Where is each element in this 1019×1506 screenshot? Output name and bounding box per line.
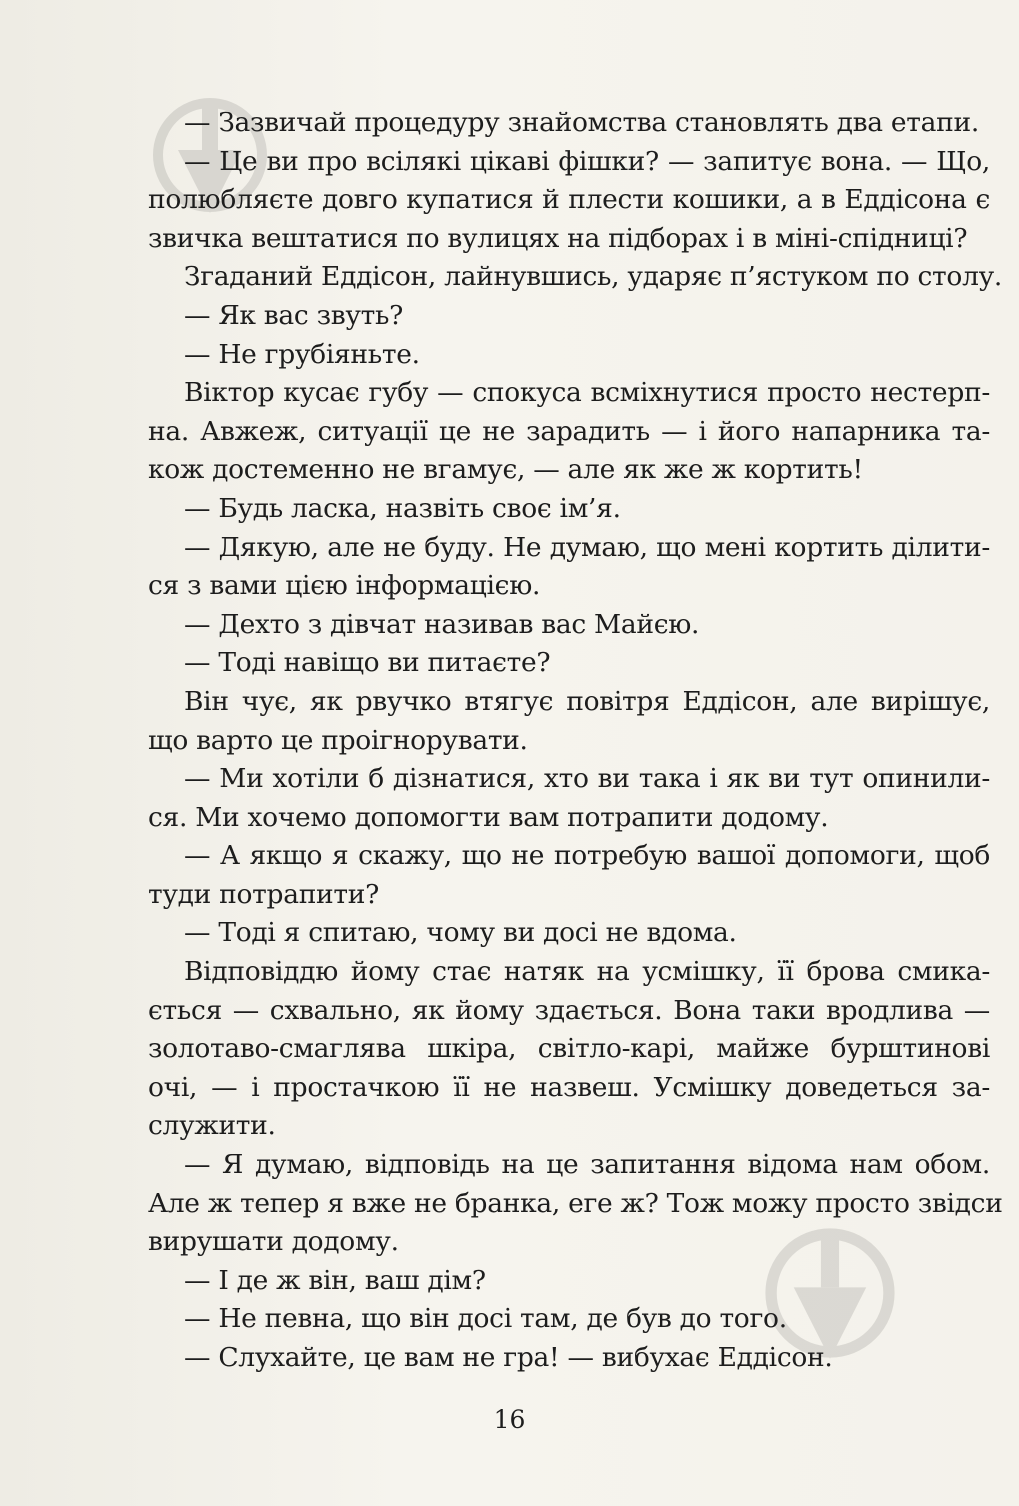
text-line: — Будь ласка, назвіть своє ім’я. bbox=[184, 492, 621, 524]
text-line: — І де ж він, ваш дім? bbox=[184, 1264, 486, 1296]
text-line: — А якщо я скажу, що не потребую вашої допомоги, щоб bbox=[184, 840, 990, 872]
text-line: — Як вас звуть? bbox=[184, 299, 404, 331]
text-line: — Це ви про всілякі цікаві фішки? — запитує вона. — Що, bbox=[184, 145, 990, 177]
text-line: полюбляєте довго купатися й плести кошики, а в Еддісона є bbox=[148, 184, 990, 216]
page-number: 16 bbox=[493, 1405, 526, 1434]
text-line: Згаданий Еддісон, лайнувшись, ударяє п’ястуком по столу. bbox=[184, 261, 1003, 293]
text-line: — Тоді навіщо ви питаєте? bbox=[184, 647, 551, 679]
text-line: — Дехто з дівчат називав вас Майєю. bbox=[184, 608, 700, 640]
text-line: Віктор кусає губу — спокуса всміхнутися просто нестерп- bbox=[184, 377, 990, 409]
text-line: ся з вами цією інформацією. bbox=[148, 570, 541, 602]
text-line: туди потрапити? bbox=[148, 878, 380, 910]
text-line: — Зазвичай процедуру знайомства становлять два етапи. bbox=[184, 107, 980, 138]
text-line: кож достеменно не вгамує, — але як же ж кортить! bbox=[148, 454, 863, 486]
text-line: ся. Ми хочемо допомогти вам потрапити додому. bbox=[148, 801, 829, 833]
text-line: — Я думаю, відповідь на це запитання відома нам обом. bbox=[184, 1149, 990, 1181]
text-line: золотаво-смаглява шкіра, світло-карі, майже бурштинові bbox=[148, 1033, 990, 1065]
text-line: — Слухайте, це вам не гра! — вибухає Еддісон. bbox=[184, 1342, 833, 1373]
text-line: — Дякую, але не буду. Не думаю, що мені кортить ділити- bbox=[184, 531, 990, 563]
text-line: — Тоді я спитаю, чому ви досі не вдома. bbox=[184, 917, 737, 949]
text-line: що варто це проігнорувати. bbox=[148, 724, 528, 756]
text-line: — Не певна, що він досі там, де був до того. bbox=[184, 1303, 787, 1335]
text-line: ється — схвально, як йому здається. Вона таки вродлива — bbox=[148, 994, 990, 1026]
text-line: — Ми хотіли б дізнатися, хто ви така і як ви тут опинили- bbox=[184, 763, 990, 795]
text-line: на. Авжеж, ситуації це не зарадить — і його напарника та- bbox=[148, 415, 990, 447]
body-text bbox=[148, 104, 1003, 1378]
text-line: Але ж тепер я вже не бранка, еге ж? Тож можу просто звідси bbox=[148, 1187, 1003, 1219]
text-line: — Не грубіяньте. bbox=[184, 338, 420, 370]
text-line: Він чує, як рвучко втягує повітря Еддісон, але вирішує, bbox=[184, 685, 990, 717]
text-line: очі, — і простачкою її не назвеш. Усмішку доведеться за- bbox=[148, 1071, 990, 1103]
text-line: вирушати додому. bbox=[148, 1226, 399, 1258]
text-line: Відповіддю йому стає натяк на усмішку, її брова смика- bbox=[184, 956, 990, 988]
text-line: звичка вештатися по вулицях на підборах і в міні-спідниці? bbox=[148, 222, 968, 254]
text-line: служити. bbox=[148, 1110, 276, 1142]
